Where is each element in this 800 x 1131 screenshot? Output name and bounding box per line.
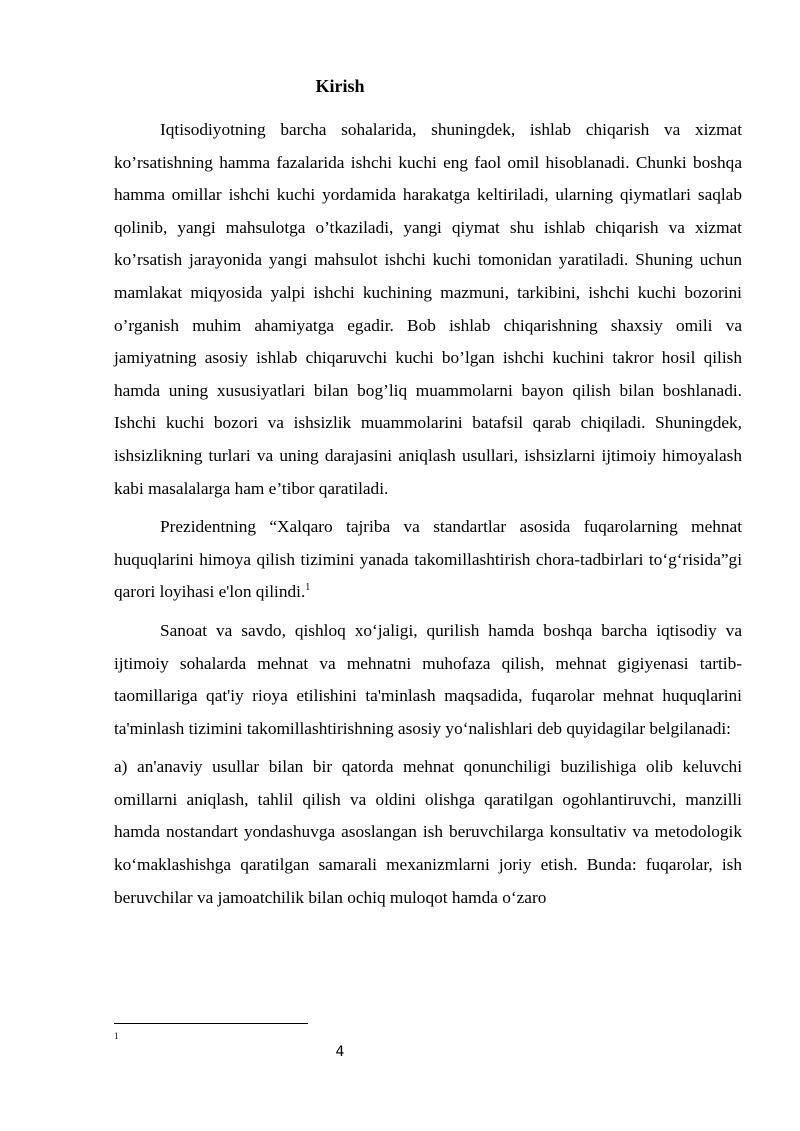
paragraph-2-text: Prezidentning “Xalqaro tajriba va standartlar asosida fuqarolarning mehnat huquqlarini himoya qilish tizimini yanada takomillashtirish chora-tadbirlari to‘g‘risida”gi qarori loyihasi e'lon qilindi. [114,517,742,602]
paragraph-1: Iqtisodiyotning barcha sohalarida, shuningdek, ishlab chiqarish va xizmat ko’rsatishning hamma fazalarida ishchi kuchi eng faol omil hisoblanadi. Chunki boshqa hamma omillar ishchi kuchi yordamida harakatga keltiriladi, ularning qiymatlari saqlab qolinib, yangi mahsulotga o’tkaziladi, yangi qiymat shu ishlab chiqarish va xizmat ko’rsatish jarayonida yangi mahsulot ishchi kuchi tomonidan yaratiladi. Shuning uchun mamlakat miqyosida yalpi ishchi kuchining mazmuni, tarkibini, ishchi kuchi bozorini o’rganish muhim ahamiyatga egadir. Bob ishlab chiqarishning shaxsiy omili va jamiyatning asosiy ishlab chiqaruvchi kuchi bo’lgan ishchi kuchini takror hosil qilish hamda uning xususiyatlari bilan bog’liq muammolarni bayon qilish bilan boshlanadi. Ishchi kuchi bozori va ishsizlik muammolarini batafsil qarab chiqiladi. Shuningdek, ishsizlikning turlari va uning darajasini aniqlash usullari, ishsizlarni ijtimoiy himoyalash kabi masalalarga ham e’tibor qaratiladi. [114,120,742,498]
page-number: 4 [335,1044,345,1060]
footnote-mark: 1 [114,1031,119,1041]
section-title: Kirish [315,76,365,96]
paragraph-4: a) an'anaviy usullar bilan bir qatorda mehnat qonunchiligi buzilishiga olib keluvchi omillarni aniqlash, tahlil qilish va oldini olishga qaratilgan ogohlantiruvchi, manzilli hamda nostandart yondashuvga asoslangan ish beruvchilarga konsultativ va metodologik ko‘maklashishga qaratilgan samarali mexanizmlarni joriy etish. Bunda: fuqarolar, ish beruvchilar va jamoatchilik bilan ochiq muloqot hamda o‘zaro [114,757,742,907]
paragraph-2 [114,511,742,609]
footnote-separator [114,1023,308,1024]
body-text [114,114,742,914]
paragraph-3: Sanoat va savdo, qishloq xo‘jaligi, qurilish hamda boshqa barcha iqtisodiy va ijtimoiy sohalarda mehnat va mehnatni muhofaza qilish, mehnat gigiyenasi tartib-taomillariga qat'iy rioya etilishini ta'minlash maqsadida, fuqarolar mehnat huquqlarini ta'minlash tizimini takomillashtirishning asosiy yo‘nalishlari deb quyidagilar belgilanadi: [114,620,742,738]
footnote-reference: 1 [305,582,311,594]
